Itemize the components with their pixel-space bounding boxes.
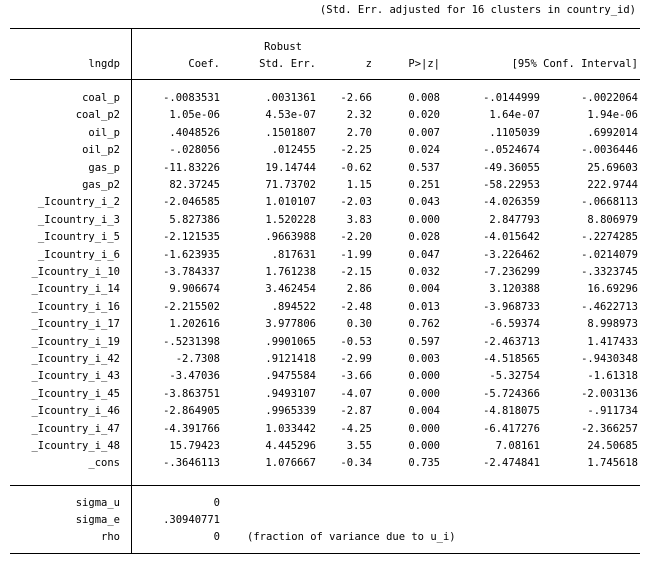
ci-lower-value: -58.22953 [483, 179, 540, 191]
header-z: z [365, 58, 372, 70]
ci-upper-value: -.0214079 [581, 248, 638, 261]
p-value: 0.008 [408, 92, 440, 104]
bottom-rule [10, 553, 640, 554]
std-err-value: 71.73702 [265, 179, 316, 191]
ci-upper-value: -.4622713 [581, 300, 638, 313]
z-value: -2.48 [340, 300, 372, 313]
variable-name: _Icountry_i_48 [31, 440, 120, 452]
ci-lower-value: -4.818075 [483, 405, 540, 418]
std-err-value: .9475584 [265, 370, 316, 383]
ci-lower-value: .1105039 [489, 126, 540, 139]
coef-value: -.5231398 [163, 335, 220, 348]
p-value: 0.537 [408, 161, 440, 174]
p-value: 0.020 [408, 109, 440, 122]
variable-name: _Icountry_i_5 [37, 231, 120, 244]
z-value: -4.25 [340, 422, 372, 435]
p-value: 0.024 [408, 144, 440, 157]
std-err-value: .012455 [271, 144, 316, 157]
ci-lower-value: -.0144999 [483, 92, 540, 104]
coef-value: -2.121535 [163, 231, 220, 244]
p-value: 0.000 [408, 422, 440, 435]
z-value: 2.70 [346, 126, 372, 139]
ci-lower-value: -6.417276 [483, 422, 540, 435]
coef-value: -.0083531 [163, 92, 220, 104]
ci-lower-value: 2.847793 [489, 213, 540, 226]
p-value: 0.004 [408, 405, 440, 418]
ci-lower-value: -4.518565 [483, 353, 540, 365]
variable-name: _Icountry_i_45 [31, 387, 120, 400]
variable-name: gas_p [88, 161, 120, 174]
ci-upper-value: 1.417433 [587, 335, 638, 348]
ci-upper-value: 1.745618 [587, 457, 638, 470]
ci-upper-value: -.9430348 [581, 353, 638, 365]
footer-stat-name: sigma_u [75, 497, 120, 509]
z-value: -2.20 [340, 231, 372, 244]
z-value: -4.07 [340, 387, 372, 400]
z-value: -2.87 [340, 405, 372, 418]
variable-name: gas_p2 [82, 179, 120, 191]
z-value: -0.53 [340, 335, 372, 348]
variable-name: _Icountry_i_46 [31, 405, 120, 418]
header-std-err: Std. Err. [259, 58, 316, 70]
ci-lower-value: 3.120388 [489, 283, 540, 296]
variable-name: coal_p [82, 92, 120, 104]
std-err-value: .9965339 [265, 405, 316, 418]
coef-value: -3.863751 [163, 387, 220, 400]
header-coef: Coef. [188, 58, 220, 70]
footer-stat-value: .30940771 [163, 514, 220, 526]
variable-name: _Icountry_i_47 [31, 422, 120, 435]
p-value: 0.004 [408, 283, 440, 296]
p-value: 0.000 [408, 387, 440, 400]
ci-lower-value: 1.64e-07 [489, 109, 540, 122]
z-value: 1.15 [346, 179, 372, 191]
variable-name: _Icountry_i_10 [31, 266, 120, 278]
cluster-note: (Std. Err. adjusted for 16 clusters in country_id) [319, 4, 636, 16]
p-value: 0.000 [408, 213, 440, 226]
footer-stat-note: (fraction of variance due to u_i) [247, 531, 456, 543]
p-value: 0.000 [408, 370, 440, 383]
p-value: 0.251 [408, 179, 440, 191]
ci-upper-value: 16.69296 [587, 283, 638, 296]
variable-name: _Icountry_i_2 [37, 196, 120, 209]
p-value: 0.597 [408, 335, 440, 348]
coef-value: .4048526 [169, 126, 220, 139]
z-value: -3.66 [340, 370, 372, 383]
z-value: -0.34 [340, 457, 372, 470]
p-value: 0.013 [408, 300, 440, 313]
coef-value: -2.7308 [175, 353, 220, 365]
ci-upper-value: -.2274285 [581, 231, 638, 244]
ci-upper-value: -.0022064 [581, 92, 638, 104]
ci-lower-value: -4.026359 [483, 196, 540, 209]
ci-upper-value: -.911734 [587, 405, 638, 418]
ci-upper-value: 222.9744 [587, 179, 638, 191]
ci-lower-value: -6.59374 [489, 318, 540, 331]
variable-name: _Icountry_i_19 [31, 335, 120, 348]
header-conf-interval: [95% Conf. Interval] [511, 58, 638, 70]
variable-name: _Icountry_i_6 [37, 248, 120, 261]
z-value: 0.30 [346, 318, 372, 331]
z-value: -2.25 [340, 144, 372, 157]
column-divider [131, 28, 132, 553]
coef-value: -4.391766 [163, 422, 220, 435]
footer-stat-name: sigma_e [75, 514, 120, 526]
z-value: 3.55 [346, 440, 372, 452]
z-value: 2.32 [346, 109, 372, 122]
ci-lower-value: -7.236299 [483, 266, 540, 278]
std-err-value: .9663988 [265, 231, 316, 244]
std-err-value: .9493107 [265, 387, 316, 400]
ci-upper-value: 25.69603 [587, 161, 638, 174]
variable-name: coal_p2 [75, 109, 120, 122]
p-value: 0.735 [408, 457, 440, 470]
cons-rule [10, 485, 640, 486]
std-err-value: .894522 [271, 300, 316, 313]
z-value: -1.99 [340, 248, 372, 261]
variable-name: _Icountry_i_42 [31, 353, 120, 365]
ci-lower-value: -3.968733 [483, 300, 540, 313]
p-value: 0.007 [408, 126, 440, 139]
ci-upper-value: 24.50685 [587, 440, 638, 452]
std-err-value: 19.14744 [265, 161, 316, 174]
top-rule [10, 28, 640, 29]
coef-value: 15.79423 [169, 440, 220, 452]
coef-value: 9.906674 [169, 283, 220, 296]
z-value: -2.99 [340, 353, 372, 365]
variable-name: _cons [88, 457, 120, 470]
p-value: 0.043 [408, 196, 440, 209]
std-err-value: 1.010107 [265, 196, 316, 209]
z-value: -0.62 [340, 161, 372, 174]
header-p: P>|z| [408, 58, 440, 70]
std-err-value: .9121418 [265, 353, 316, 365]
ci-lower-value: -4.015642 [483, 231, 540, 244]
coef-value: -3.784337 [163, 266, 220, 278]
p-value: 0.003 [408, 353, 440, 365]
std-err-value: .1501807 [265, 126, 316, 139]
header-depvar: lngdp [88, 58, 120, 70]
ci-upper-value: -.3323745 [581, 266, 638, 278]
p-value: 0.047 [408, 248, 440, 261]
coef-value: -2.215502 [163, 300, 220, 313]
ci-upper-value: 1.94e-06 [587, 109, 638, 122]
ci-upper-value: 8.998973 [587, 318, 638, 331]
coef-value: 1.05e-06 [169, 109, 220, 122]
p-value: 0.000 [408, 440, 440, 452]
p-value: 0.762 [408, 318, 440, 331]
std-err-value: 1.520228 [265, 213, 316, 226]
header-rule [10, 79, 640, 80]
p-value: 0.028 [408, 231, 440, 244]
std-err-value: .0031361 [265, 92, 316, 104]
std-err-value: 1.033442 [265, 422, 316, 435]
z-value: -2.66 [340, 92, 372, 104]
variable-name: _Icountry_i_16 [31, 300, 120, 313]
ci-upper-value: 8.806979 [587, 213, 638, 226]
ci-upper-value: -2.366257 [581, 422, 638, 435]
ci-upper-value: -1.61318 [587, 370, 638, 383]
ci-upper-value: -.0036446 [581, 144, 638, 157]
z-value: -2.03 [340, 196, 372, 209]
ci-upper-value: -.0668113 [581, 196, 638, 209]
std-err-value: 4.53e-07 [265, 109, 316, 122]
ci-lower-value: -2.463713 [483, 335, 540, 348]
coef-value: 1.202616 [169, 318, 220, 331]
z-value: 3.83 [346, 213, 372, 226]
coef-value: -2.864905 [163, 405, 220, 418]
ci-lower-value: -49.36055 [483, 161, 540, 174]
coef-value: 82.37245 [169, 179, 220, 191]
footer-stat-value: 0 [213, 531, 220, 543]
footer-stat-value: 0 [213, 497, 220, 509]
ci-lower-value: -2.474841 [483, 457, 540, 470]
std-err-value: 4.445296 [265, 440, 316, 452]
std-err-value: 1.761238 [265, 266, 316, 278]
ci-lower-value: -.0524674 [483, 144, 540, 157]
ci-lower-value: 7.08161 [495, 440, 540, 452]
variable-name: oil_p2 [82, 144, 120, 157]
p-value: 0.032 [408, 266, 440, 278]
header-robust: Robust [264, 41, 302, 53]
std-err-value: 3.977806 [265, 318, 316, 331]
ci-lower-value: -5.32754 [489, 370, 540, 383]
variable-name: _Icountry_i_3 [37, 213, 120, 226]
coef-value: -1.623935 [163, 248, 220, 261]
coef-value: -11.83226 [163, 161, 220, 174]
std-err-value: .9901065 [265, 335, 316, 348]
variable-name: _Icountry_i_43 [31, 370, 120, 383]
variable-name: _Icountry_i_14 [31, 283, 120, 296]
coef-value: -3.47036 [169, 370, 220, 383]
std-err-value: 3.462454 [265, 283, 316, 296]
footer-stat-name: rho [101, 531, 120, 543]
z-value: -2.15 [340, 266, 372, 278]
ci-upper-value: .6992014 [587, 126, 638, 139]
coef-value: -.3646113 [163, 457, 220, 470]
std-err-value: .817631 [271, 248, 316, 261]
coef-value: -.028056 [169, 144, 220, 157]
std-err-value: 1.076667 [265, 457, 316, 470]
ci-lower-value: -5.724366 [483, 387, 540, 400]
ci-upper-value: -2.003136 [581, 387, 638, 400]
ci-lower-value: -3.226462 [483, 248, 540, 261]
coef-value: -2.046585 [163, 196, 220, 209]
coef-value: 5.827386 [169, 213, 220, 226]
variable-name: oil_p [88, 126, 120, 139]
variable-name: _Icountry_i_17 [31, 318, 120, 331]
z-value: 2.86 [346, 283, 372, 296]
